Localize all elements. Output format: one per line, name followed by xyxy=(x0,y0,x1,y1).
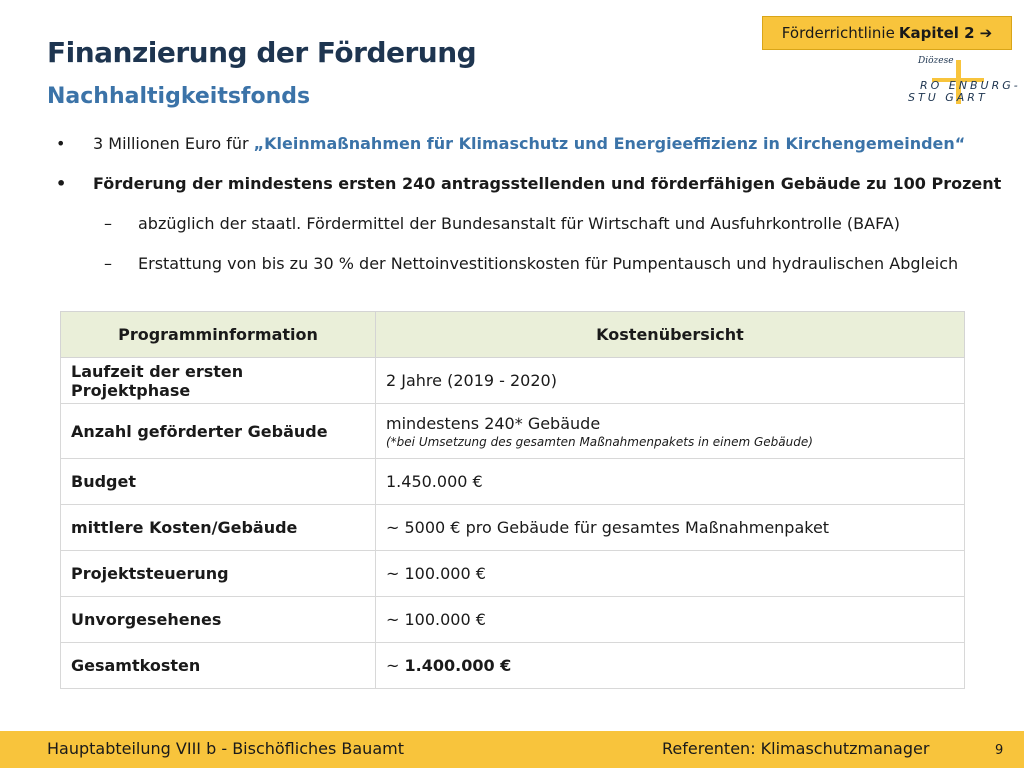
row-value: ~ 100.000 € xyxy=(376,597,965,643)
bullet-highlight: „Kleinmaßnahmen für Klimaschutz und Energieeffizienz in Kirchengemeinden“ xyxy=(253,134,966,153)
table-row xyxy=(61,358,965,404)
row-value: ~ 5000 € pro Gebäude für gesamtes Maßnahmenpaket xyxy=(376,505,965,551)
chapter-link-label-bold: Kapitel 2 xyxy=(898,24,975,42)
bullet-item xyxy=(56,170,1002,210)
row-label: Budget xyxy=(61,459,376,505)
page-title: Finanzierung der Förderung xyxy=(47,36,477,69)
bullet-item xyxy=(56,130,996,170)
table-row xyxy=(61,643,965,689)
table-row xyxy=(61,459,965,505)
table-row xyxy=(61,551,965,597)
row-label: Unvorgesehenes xyxy=(61,597,376,643)
sub-bullet-item xyxy=(56,210,996,250)
table-row xyxy=(61,505,965,551)
bullet-text: Förderung der mindestens ersten 240 antragsstellenden und förderfähigen Gebäude zu 100 Prozent xyxy=(93,174,1002,193)
bullet-text: 3 Millionen Euro für xyxy=(93,134,254,153)
sub-bullet-dash: – xyxy=(104,254,112,273)
footer-bar xyxy=(0,731,1024,768)
diocese-logo xyxy=(896,56,1020,108)
footer-speakers: Referenten: Klimaschutzmanager xyxy=(662,739,930,758)
bullet-dot: • xyxy=(56,174,67,193)
program-info-table xyxy=(60,311,965,689)
logo-line-1: RO ENBURG- xyxy=(920,79,1021,92)
arrow-right-icon: ➔ xyxy=(979,24,993,42)
sub-bullet-item xyxy=(56,250,996,290)
row-value: 1.450.000 € xyxy=(376,459,965,505)
chapter-link-label: Förderrichtlinie xyxy=(781,24,895,42)
row-label: Projektsteuerung xyxy=(61,551,376,597)
table-header-row xyxy=(61,312,965,358)
sub-bullet-dash: – xyxy=(104,214,112,233)
table-row xyxy=(61,597,965,643)
table-row xyxy=(61,404,965,459)
bullet-list xyxy=(56,130,1002,290)
chapter-link-button[interactable] xyxy=(762,16,1012,50)
sub-bullet-text: abzüglich der staatl. Fördermittel der Bundesanstalt für Wirtschaft und Ausfuhrkontrolle (BAFA) xyxy=(138,214,900,233)
logo-line-2: STU GART xyxy=(908,91,988,104)
page-subtitle: Nachhaltigkeitsfonds xyxy=(47,84,311,109)
row-note: (*bei Umsetzung des gesamten Maßnahmenpakets in einem Gebäude) xyxy=(386,434,813,449)
column-header-costs: Kostenübersicht xyxy=(376,312,965,358)
row-value-prefix: ~ xyxy=(386,656,405,675)
page-number: 9 xyxy=(995,743,1004,758)
row-label: Anzahl geförderter Gebäude xyxy=(61,404,376,459)
row-value-cell xyxy=(376,404,965,459)
footer-department: Hauptabteilung VIII b - Bischöfliches Bauamt xyxy=(47,739,404,758)
sub-bullet-text: Erstattung von bis zu 30 % der Nettoinvestitionskosten für Pumpentausch und hydraulischen Abgleich xyxy=(138,254,959,273)
row-value: mindestens 240* Gebäude xyxy=(386,413,601,433)
row-label: Gesamtkosten xyxy=(61,643,376,689)
column-header-program: Programminformation xyxy=(61,312,376,358)
logo-top-text: Diözese xyxy=(918,56,954,66)
row-value: 1.400.000 € xyxy=(404,656,512,675)
row-label: mittlere Kosten/Gebäude xyxy=(61,505,376,551)
bullet-dot: • xyxy=(56,134,66,153)
row-value-cell xyxy=(376,643,965,689)
row-value: ~ 100.000 € xyxy=(376,551,965,597)
row-value: 2 Jahre (2019 - 2020) xyxy=(376,358,965,404)
row-label: Laufzeit der ersten Projektphase xyxy=(61,358,376,404)
